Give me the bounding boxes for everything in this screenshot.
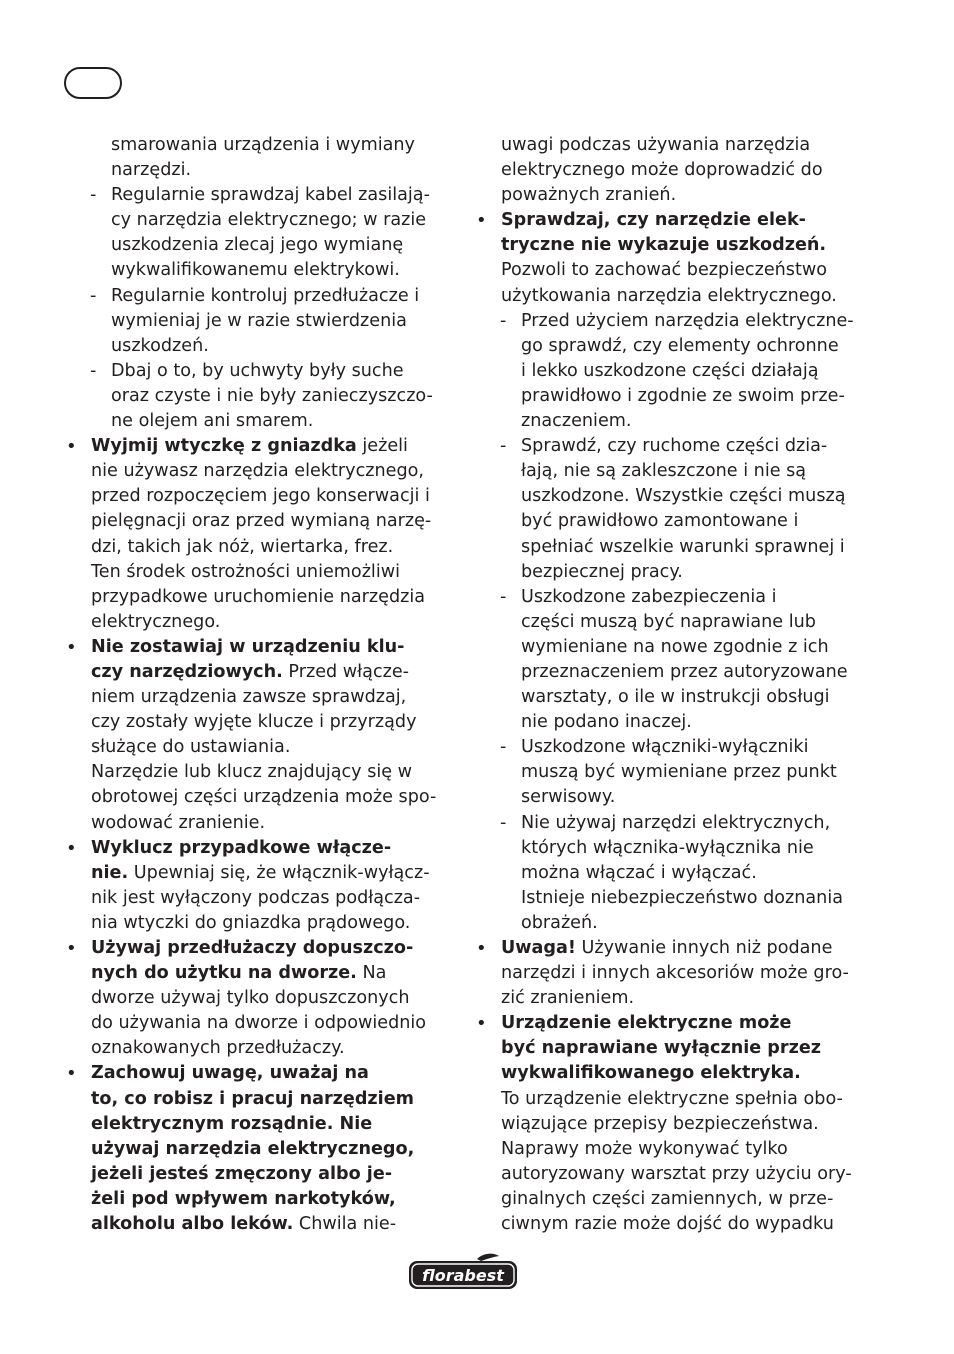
dash-marker: - <box>90 285 97 306</box>
text-line: ginalnych części zamiennych, w prze- <box>501 1188 834 1209</box>
text-line: Uszkodzone włączniki-wyłączniki <box>521 737 809 758</box>
text-line: Istnieje niebezpieczeństwo doznania <box>521 887 844 908</box>
dash-marker: - <box>500 586 507 607</box>
text-line: uszkodzenia zlecaj jego wymianę <box>111 235 404 256</box>
text-line: cy narzędzia elektrycznego; w razie <box>111 210 427 231</box>
bold-lead: nie. <box>91 862 129 883</box>
text-line: prawidłowo i zgodnie ze swoim prze- <box>521 385 845 406</box>
left-column <box>66 133 450 1237</box>
text-line: nie używasz narzędzia elektrycznego, <box>91 461 424 482</box>
text-run: Przed włącze- <box>282 661 410 682</box>
bullet-marker: • <box>66 1063 77 1085</box>
bullet-marker: • <box>476 210 487 232</box>
text-line: użytkowania narzędzia elektrycznego. <box>501 285 837 306</box>
bold-lead: Używaj przedłużaczy dopuszczo- <box>91 938 414 958</box>
dash-marker: - <box>90 360 97 381</box>
text-line: serwisowy. <box>521 787 616 808</box>
sub-item <box>66 284 450 359</box>
text-line: wykwalifikowanemu elektrykowi. <box>111 260 400 281</box>
text-run: Chwila nie- <box>293 1214 397 1235</box>
sub-item <box>476 434 862 585</box>
text-line: można włączać i wyłączać. <box>521 862 757 883</box>
text-line: Sprawdź, czy ruchome części dzia- <box>521 436 828 457</box>
text-line: i lekko uszkodzone części działają <box>521 360 819 381</box>
text-run: Używanie innych niż podane <box>575 938 833 958</box>
text-line: pielęgnacji oraz przed wymianą narzę- <box>91 511 432 532</box>
text-line: obrażeń. <box>521 912 598 933</box>
text-run: jeżeli <box>356 436 408 457</box>
text-line: warsztaty, o ile w instrukcji obsługi <box>521 687 830 708</box>
text-line: poważnych zranień. <box>501 185 677 206</box>
text-line: uszkodzeń. <box>111 335 209 356</box>
text-line: elektrycznego. <box>91 611 221 632</box>
text-line: oraz czyste i nie były zanieczyszczo- <box>111 385 433 406</box>
bold-lead: Zachowuj uwagę, uważaj na <box>91 1063 369 1084</box>
text-line: nie podano inaczej. <box>521 712 692 733</box>
text-line: Narzędzie lub klucz znajdujący się w <box>91 762 413 783</box>
text-line: Naprawy może wykonywać tylko <box>501 1138 788 1159</box>
bold-lead: czy narzędziowych. <box>91 661 283 682</box>
bold-lead: Urządzenie elektryczne może <box>501 1013 792 1034</box>
text-line: wymieniaj je w razie stwierdzenia <box>111 310 407 331</box>
text-line: go sprawdź, czy elementy ochronne <box>521 335 839 356</box>
dash-marker: - <box>500 436 507 457</box>
bullet-item-unplug <box>66 434 450 635</box>
bold-lead: Uwaga! <box>501 938 576 958</box>
text-line: służące do ustawiania. <box>91 737 291 758</box>
text-line: wodować zranienie. <box>91 812 266 833</box>
text-line: Uszkodzone zabezpieczenia i <box>521 586 777 607</box>
text-line: Przed użyciem narzędzia elektryczne- <box>521 310 854 331</box>
bullet-marker: • <box>66 837 77 859</box>
text-line: wymieniane na nowe zgodnie z ich <box>521 636 829 657</box>
bullet-marker: • <box>66 636 77 658</box>
bullet-item-accidental-start <box>66 836 450 936</box>
text-line: przed rozpoczęciem jego konserwacji i <box>91 486 430 507</box>
text-line: być prawidłowo zamontowane i <box>521 511 799 532</box>
text-line: łają, nie są zakleszczone i nie są <box>521 461 807 482</box>
bold-lead: to, co robisz i pracuj narzędziem <box>91 1088 414 1109</box>
text-line: części muszą być naprawiane lub <box>521 611 816 632</box>
text-line: których włącznika-wyłącznika nie <box>521 837 814 858</box>
bold-lead: Nie zostawiaj w urządzeniu klu- <box>91 636 405 657</box>
text-line: przeznaczeniem przez autoryzowane <box>521 661 848 682</box>
bold-lead: używaj narzędzia elektrycznego, <box>91 1138 415 1159</box>
bullet-item-keys <box>66 635 450 836</box>
text-line: uwagi podczas używania narzędzia <box>501 135 811 155</box>
bullet-marker: • <box>66 938 77 959</box>
continuation-text <box>66 133 450 183</box>
sub-item <box>66 183 450 283</box>
text-line: narzędzi i innych akcesoriów może gro- <box>501 963 849 984</box>
bold-lead: być naprawiane wyłącznie przez <box>501 1038 821 1059</box>
bullet-marker: • <box>476 938 487 959</box>
leaf-icon <box>477 1254 499 1261</box>
text-line: znaczeniem. <box>521 411 632 432</box>
bullet-item-attention <box>66 1061 450 1237</box>
dash-marker: - <box>90 185 97 206</box>
continuation-text <box>476 133 862 208</box>
text-run: Na <box>356 963 387 984</box>
bold-lead: Sprawdzaj, czy narzędzie elek- <box>501 210 806 231</box>
sub-item <box>66 359 450 434</box>
sub-item <box>476 585 862 736</box>
text-line: wiązujące przepisy bezpieczeństwa. <box>501 1113 819 1134</box>
text-line: dworze używaj tylko dopuszczonych <box>91 988 410 1009</box>
text-line: uszkodzone. Wszystkie części muszą <box>521 486 846 507</box>
text-line: Ten środek ostrożności uniemożliwi <box>91 561 400 582</box>
bullet-item-extension-cords <box>66 936 450 1061</box>
text-line: ciwnym razie może dojść do wypadku <box>501 1214 834 1235</box>
text-line: zić zranieniem. <box>501 988 635 1009</box>
text-line: bezpiecznej pracy. <box>521 561 683 582</box>
bold-lead: tryczne nie wykazuje uszkodzeń. <box>501 235 827 256</box>
text-line: przypadkowe uruchomienie narzędzia <box>91 586 426 607</box>
text-line: czy zostały wyjęte klucze i przyrządy <box>91 712 417 733</box>
language-badge <box>64 67 122 99</box>
text-line: Pozwoli to zachować bezpieczeństwo <box>501 260 828 281</box>
bullet-marker: • <box>476 1013 487 1035</box>
text-run: Upewniaj się, że włącznik-wyłącz- <box>128 862 430 883</box>
sub-item <box>476 735 862 810</box>
dash-marker: - <box>500 812 507 833</box>
text-line: oznakowanych przedłużaczy. <box>91 1038 345 1059</box>
text-line: muszą być wymieniane przez punkt <box>521 762 837 783</box>
dash-marker: - <box>500 310 507 331</box>
dash-marker: - <box>500 737 507 758</box>
text-line: ne olejem ani smarem. <box>111 411 314 432</box>
bullet-item-check-damage <box>476 208 862 308</box>
text-line: nia wtyczki do gniazdka prądowego. <box>91 912 411 933</box>
logo-text: florabest <box>422 1266 504 1285</box>
bold-lead: Wyklucz przypadkowe włącze- <box>91 837 392 858</box>
bold-lead: Wyjmij wtyczkę z gniazdka <box>91 436 357 457</box>
text-line: do używania na dworze i odpowiednio <box>91 1013 427 1034</box>
text-line: spełniać wszelkie warunki sprawnej i <box>521 536 845 557</box>
text-line: obrotowej części urządzenia może spo- <box>91 787 437 808</box>
text-line: niem urządzenia zawsze sprawdzaj, <box>91 687 407 708</box>
text-line: autoryzowany warsztat przy użyciu ory- <box>501 1163 852 1184</box>
bullet-item-repair <box>476 1011 862 1237</box>
bold-lead: jeżeli jesteś zmęczony albo je- <box>91 1163 393 1184</box>
right-column <box>476 133 862 1237</box>
text-line: narzędzi. <box>111 160 192 181</box>
bullet-item-warning <box>476 936 862 1011</box>
sub-item <box>476 309 862 434</box>
florabest-logo <box>407 1253 519 1293</box>
bullet-marker: • <box>66 436 77 458</box>
text-line: To urządzenie elektryczne spełnia obo- <box>501 1088 843 1109</box>
bold-lead: nych do użytku na dworze. <box>91 963 357 984</box>
text-line: nik jest wyłączony podczas podłącza- <box>91 887 421 908</box>
bold-lead: elektrycznym rozsądnie. Nie <box>91 1113 373 1134</box>
text-line: Dbaj o to, by uchwyty były suche <box>111 360 404 381</box>
text-line: elektrycznego może doprowadzić do <box>501 160 823 181</box>
text-line: dzi, takich jak nóż, wiertarka, frez. <box>91 536 394 557</box>
text-line: Nie używaj narzędzi elektrycznych, <box>521 812 831 833</box>
text-line: smarowania urządzenia i wymiany <box>111 135 415 155</box>
bold-lead: żeli pod wpływem narkotyków, <box>91 1188 396 1209</box>
text-line: Regularnie sprawdzaj kabel zasilają- <box>111 185 430 206</box>
bold-lead: wykwalifikowanego elektryka. <box>501 1063 801 1084</box>
text-line: Regularnie kontroluj przedłużacze i <box>111 285 420 306</box>
bold-lead: alkoholu albo leków. <box>91 1214 294 1235</box>
sub-item <box>476 811 862 936</box>
